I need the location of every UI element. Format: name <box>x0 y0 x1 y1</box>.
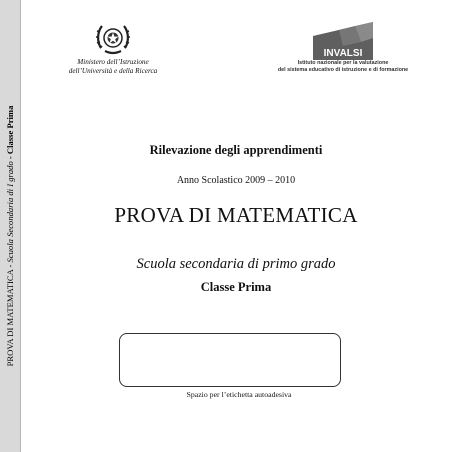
side-strip-class: - Classe Prima <box>5 105 15 162</box>
class-name: Classe Prima <box>200 280 272 294</box>
invalsi-logo-text: INVALSI <box>323 48 363 59</box>
invalsi-name-line1: Istituto nazionale per la valutazione <box>297 60 389 66</box>
survey-heading: Rilevazione degli apprendimenti <box>149 143 323 157</box>
side-strip-text <box>5 106 15 367</box>
page-title: PROVA DI MATEMATICA <box>114 203 358 227</box>
invalsi-logo-icon <box>309 20 377 60</box>
ministry-header <box>48 18 178 75</box>
side-strip <box>0 0 21 452</box>
ministry-name-line1: Ministero dell’Istruzione <box>77 58 149 66</box>
sticker-label-box <box>119 333 341 387</box>
italian-republic-emblem-icon <box>93 18 133 58</box>
sticker-label-caption: Spazio per l’etichetta autoadesiva <box>186 390 292 399</box>
side-strip-subject: PROVA DI MATEMATICA - <box>5 262 15 367</box>
school-year: Anno Scolastico 2009 – 2010 <box>176 175 296 186</box>
invalsi-header <box>268 20 418 74</box>
school-level: Scuola secondaria di primo grado <box>136 256 336 272</box>
side-strip-school: Scuola Secondaria di I grado <box>5 161 15 263</box>
ministry-name-line2: dell’Università e della Ricerca <box>68 66 158 75</box>
invalsi-name-line2: del sistema educativo di istruzione e di formazione <box>277 66 409 73</box>
